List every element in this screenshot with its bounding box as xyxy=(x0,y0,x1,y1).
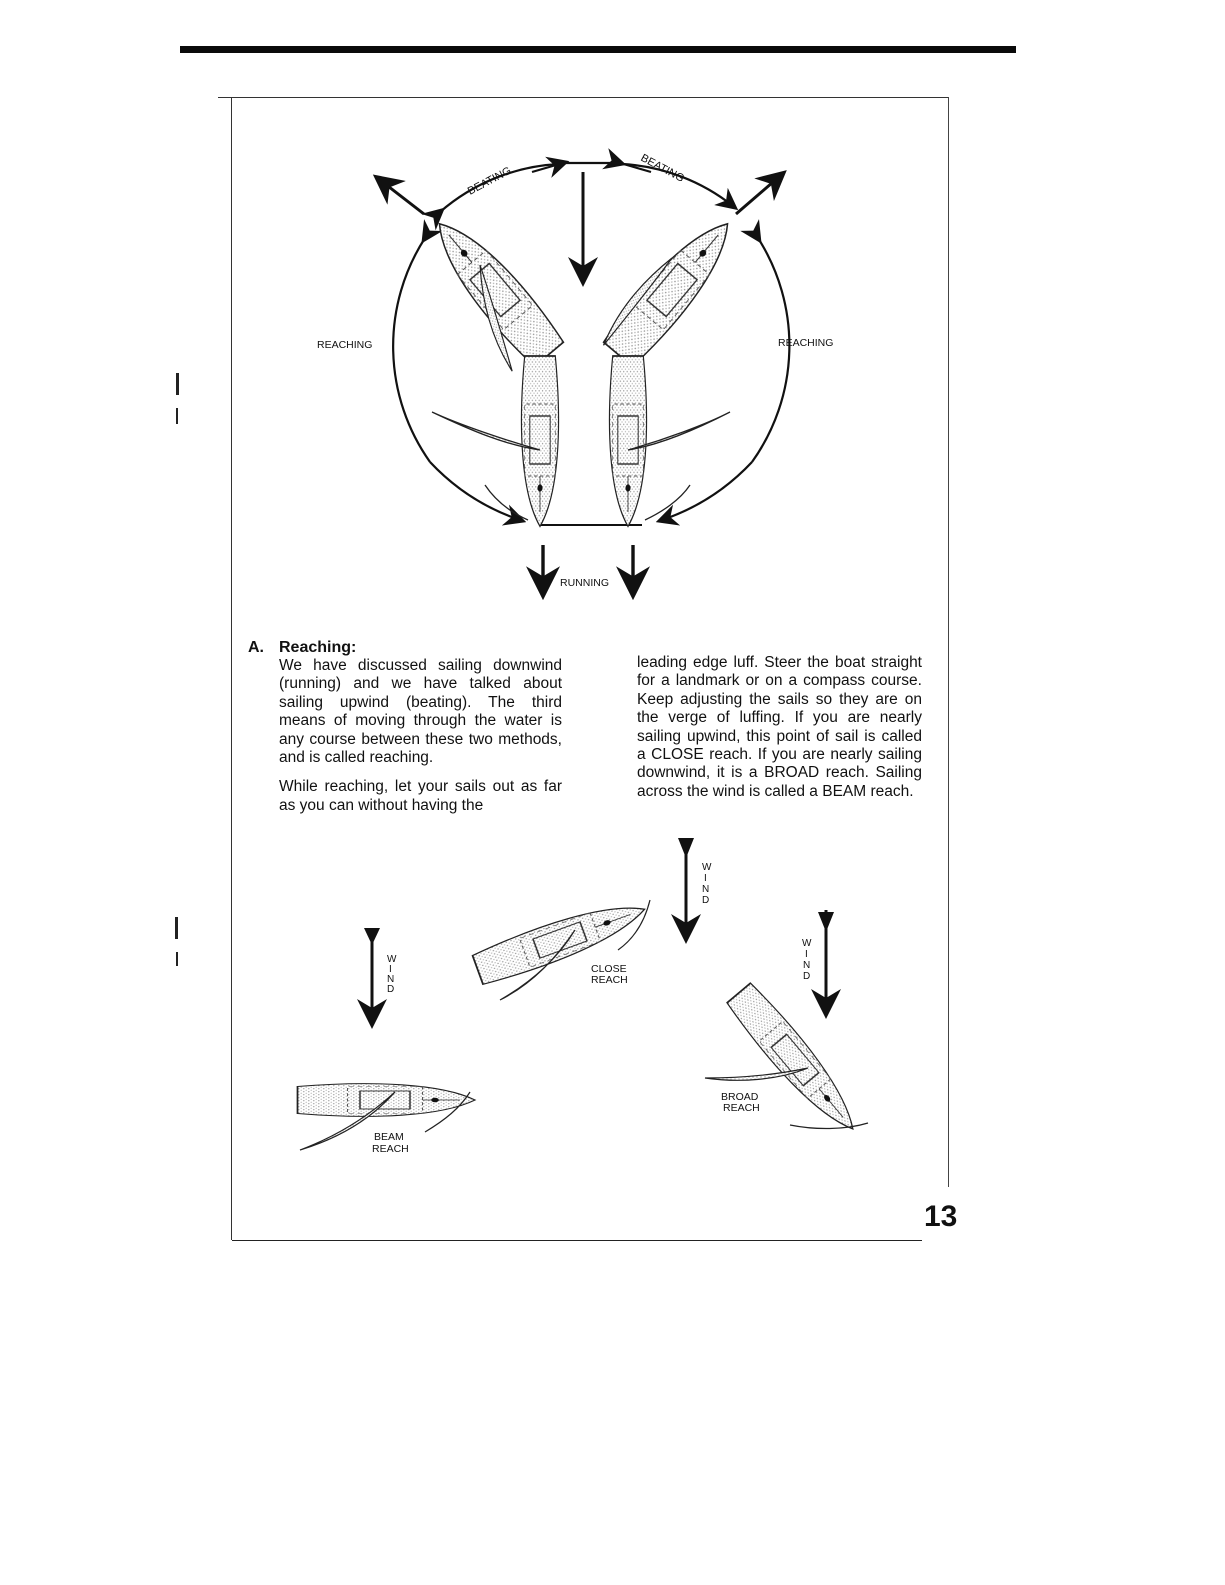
wind-letter: N xyxy=(803,960,811,971)
wind-letter: W xyxy=(702,862,712,873)
text-column-right xyxy=(637,654,922,812)
wind-letter: N xyxy=(702,884,710,895)
paragraph: leading edge luff. Steer the boat straight for a landmark or on a compass course. Keep adjusting the sails so they are on the verge of luffing. If you are nearly sailing upwind, this point of sail is called a CLOSE reach. If you are nearly sailing downwind, it is a BROAD reach. Sailing across the wind is called a BEAM reach. xyxy=(637,654,922,800)
beating-label-left: BEATING xyxy=(465,164,514,198)
section-letter: A. xyxy=(248,639,264,656)
wind-letter: N xyxy=(387,974,395,985)
wind-letter: D xyxy=(702,895,710,906)
close-reach-label: CLOSE xyxy=(591,963,627,975)
points-of-sail-circle xyxy=(317,152,833,590)
beating-label-right: BEATING xyxy=(638,152,687,185)
paragraph: While reaching, let your sails out as far as you can without having the xyxy=(279,778,562,814)
page-number: 13 xyxy=(924,1200,958,1233)
beam-reach-label: BEAM xyxy=(374,1131,404,1143)
text-column-left xyxy=(279,657,562,826)
wind-letter: D xyxy=(387,984,395,995)
reach-types-illustration xyxy=(298,838,869,1155)
wind-letter: W xyxy=(387,954,397,965)
section-title: Reaching: xyxy=(279,639,357,656)
wind-letter: I xyxy=(704,873,707,884)
wind-letter: I xyxy=(389,964,392,975)
close-reach-label: REACH xyxy=(591,974,628,986)
wind-letter: W xyxy=(802,938,812,949)
wind-letter: D xyxy=(803,971,811,982)
broad-reach-label: REACH xyxy=(723,1102,760,1114)
section-heading xyxy=(248,639,356,657)
broad-reach-label: BROAD xyxy=(721,1091,759,1103)
wind-letter: I xyxy=(805,949,808,960)
running-label: RUNNING xyxy=(560,577,609,589)
reaching-label-right: REACHING xyxy=(778,337,834,349)
beam-reach-label: REACH xyxy=(372,1143,409,1155)
reaching-label-left: REACHING xyxy=(317,339,373,351)
paragraph: We have discussed sailing downwind (running) and we have talked about sailing upwind (beating). The third means of moving through the water is any course between these two methods, and is called reaching. xyxy=(279,657,562,767)
